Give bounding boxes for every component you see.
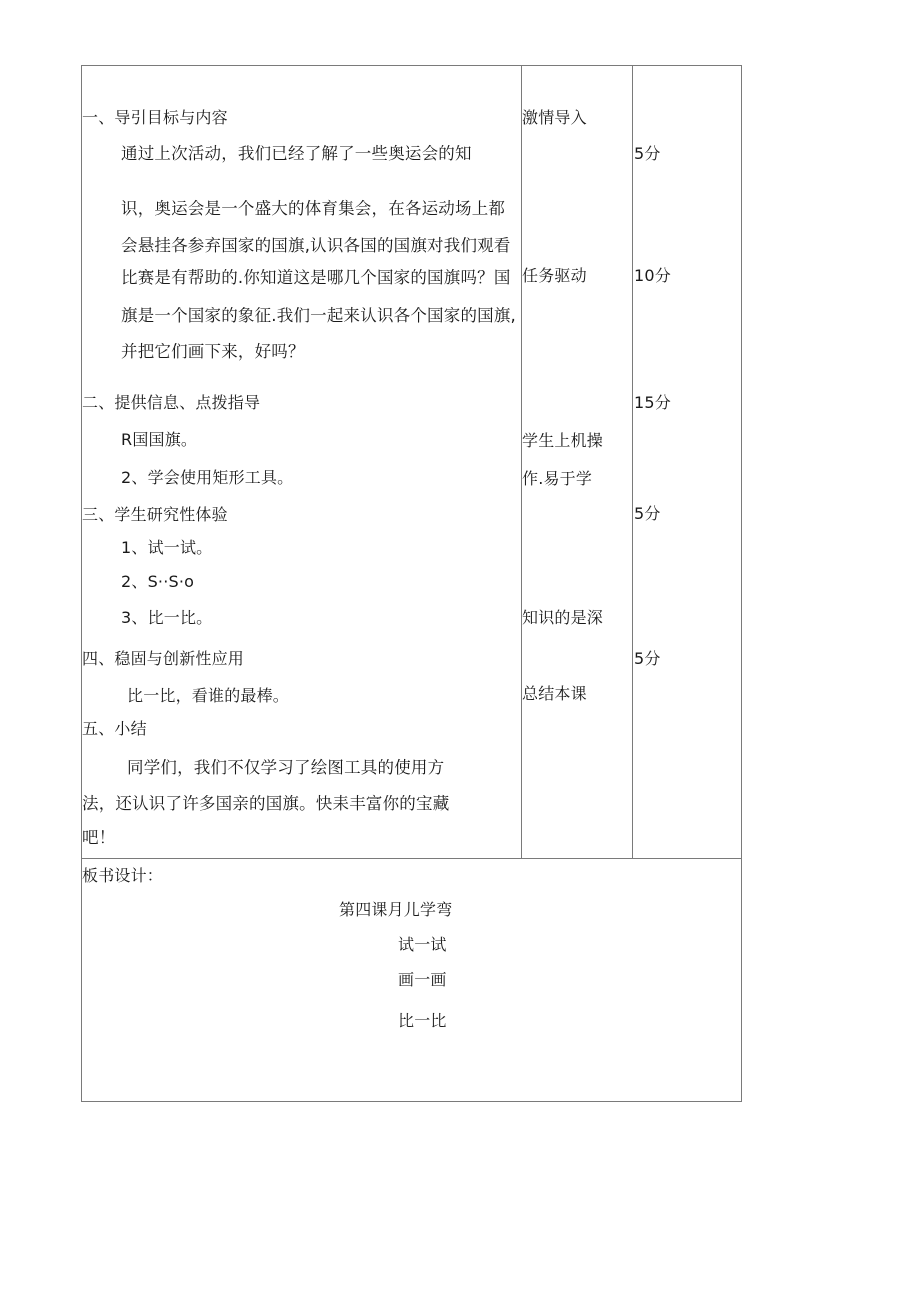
section-3-item-1: 1、试一试。 bbox=[121, 538, 213, 557]
table-right-border bbox=[741, 65, 742, 1102]
intro-paragraph-line-2: 识，奥运会是一个盛大的体育集会，在各运动场上都 bbox=[121, 199, 506, 218]
section-3-item-2: 2、S··S·o bbox=[121, 572, 195, 591]
intro-paragraph-line-3: 会悬挂各参弃国家的国旗,认识各国的国旗对我们观看 bbox=[121, 236, 511, 255]
time-value-4: 5分 bbox=[634, 504, 661, 523]
board-line-3: 比一比 bbox=[398, 1011, 447, 1030]
time-value-3: 15分 bbox=[634, 393, 671, 412]
summary-line-3: 吧！ bbox=[82, 828, 116, 847]
section-heading-3: 三、学生研究性体验 bbox=[82, 505, 228, 524]
intro-paragraph-line-6: 并把它们画下来，好吗？ bbox=[121, 342, 305, 361]
intent-label-5: 知识的是深 bbox=[522, 608, 604, 627]
table-col-divider-1 bbox=[521, 65, 522, 859]
table-bottom-border bbox=[81, 1101, 742, 1102]
board-line-1: 试一试 bbox=[398, 935, 447, 954]
section-2-item-2: 2、学会使用矩形工具。 bbox=[121, 468, 294, 487]
table-top-border bbox=[81, 65, 742, 66]
intro-paragraph-line-4: 比赛是有帮助的.你知道这是哪几个国家的国旗吗？国 bbox=[121, 268, 511, 287]
intent-label-1: 激情导入 bbox=[522, 108, 587, 127]
section-heading-5: 五、小结 bbox=[82, 719, 147, 738]
time-value-2: 10分 bbox=[634, 266, 671, 285]
section-3-item-3: 3、比一比。 bbox=[121, 608, 213, 627]
table-col-divider-2 bbox=[632, 65, 633, 859]
intent-label-6: 总结本课 bbox=[522, 684, 587, 703]
intro-paragraph-line-1: 通过上次活动，我们已经了解了一些奥运会的知 bbox=[121, 144, 472, 163]
section-heading-1: 一、导引目标与内容 bbox=[82, 108, 228, 127]
board-title: 第四课月儿学弯 bbox=[339, 900, 453, 919]
intent-label-2: 任务驱动 bbox=[522, 266, 587, 285]
section-4-item-1: 比一比，看谁的最棒。 bbox=[127, 686, 290, 705]
summary-line-2: 法，还认识了许多国亲的国旗。快耒丰富你的宝藏 bbox=[82, 794, 450, 813]
board-design-label: 板书设计： bbox=[82, 866, 164, 885]
section-2-item-1: R国国旗。 bbox=[121, 430, 198, 449]
time-value-1: 5分 bbox=[634, 144, 661, 163]
summary-line-1: 同学们，我们不仅学习了绘图工具的使用方 bbox=[127, 758, 445, 777]
section-heading-2: 二、提供信息、点拨指导 bbox=[82, 393, 261, 412]
table-row-divider bbox=[81, 858, 742, 859]
board-line-2: 画一画 bbox=[398, 970, 447, 989]
section-heading-4: 四、稳固与创新性应用 bbox=[82, 649, 245, 668]
table-left-border bbox=[81, 65, 82, 1102]
intent-label-4: 作.易于学 bbox=[522, 469, 593, 488]
intro-paragraph-line-5: 旗是一个国家的象征.我们一起来认识各个国家的国旗, bbox=[121, 306, 516, 325]
intent-label-3: 学生上机操 bbox=[522, 431, 604, 450]
time-value-5: 5分 bbox=[634, 649, 661, 668]
